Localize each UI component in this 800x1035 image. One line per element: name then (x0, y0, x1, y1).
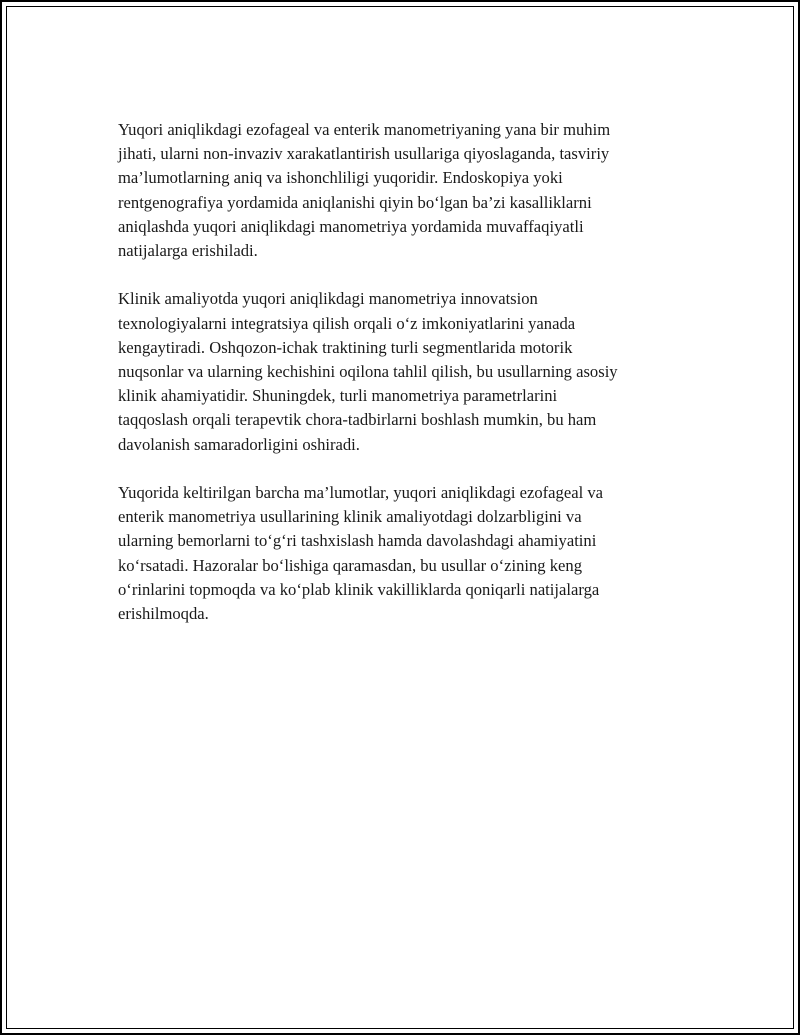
paragraph-3: Yuqorida keltirilgan barcha ma’lumotlar, yuqori aniqlikdagi ezofageal va enterik manometriya usullarining klinik amaliyotdagi dolzarbligini va ularning bemorlarni to‘g‘ri tashxislash hamda davolashdagi ahamiyatini ko‘rsatadi. Hazoralar bo‘lishiga qaramasdan, bu usullar o‘zining keng o‘rinlarini topmoqda va ko‘plab klinik vakilliklarda qoniqarli natijalarga erishilmoqda. (118, 483, 603, 624)
document-body (118, 118, 678, 650)
paragraph-1: Yuqori aniqlikdagi ezofageal va enterik manometriyaning yana bir muhim jihati, ularni non-invaziv xarakatlantirish usullariga qiyoslaganda, tasviriy ma’lumotlarning aniq va ishonchliligi yuqoridir. Endoskopiya yoki rentgenografiya yordamida aniqlanishi qiyin bo‘lgan ba’zi kasalliklarni aniqlashda yuqori aniqlikdagi manometriya yordamida muvaffaqiyatli natijalarga erishiladi. (118, 120, 611, 261)
paragraph-2: Klinik amaliyotda yuqori aniqlikdagi manometriya innovatsion texnologiyalarni integratsiya qilish orqali o‘z imkoniyatlarini yanada kengaytiradi. Oshqozon-ichak traktining turli segmentlarida motorik nuqsonlar va ularning kechishini oqilona tahlil qilish, bu usullarning asosiy klinik ahamiyatidir. Shuningdek, turli manometriya parametrlarini taqqoslash orqali terapevtik chora-tadbirlarni boshlash mumkin, bu ham davolanish samaradorligini oshiradi. (118, 289, 618, 454)
